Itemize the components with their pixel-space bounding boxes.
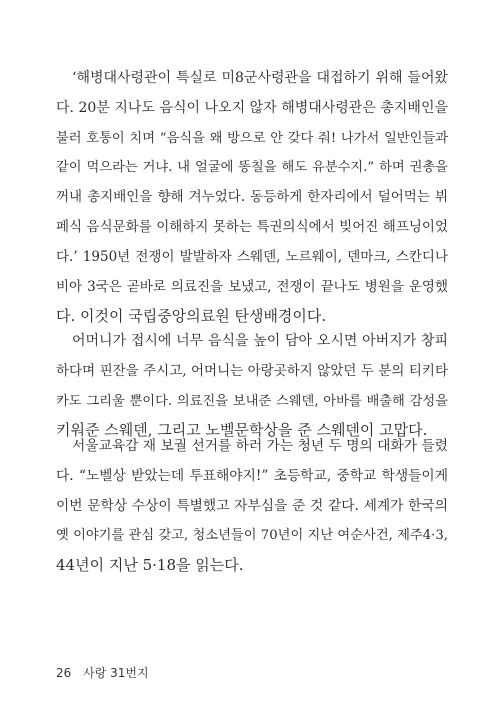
text-line: 같이 먹으라는 거냐. 내 얼굴에 똥칠을 해도 유분수지.” 하며 권총을 — [56, 160, 448, 176]
text-line: ‘해병대사령관이 특실로 미8군사령관을 대접하기 위해 들어왔 — [72, 70, 448, 86]
text-line: 다. 20분 지나도 음식이 나오지 않자 해병대사령관은 총지배인을 — [56, 99, 448, 116]
text-line: 꺼내 총지배인을 향해 겨누었다. 동등하게 한자리에서 덜어먹는 뷔 — [56, 189, 448, 206]
text-line: 키워준 스웨덴, 그리고 노벨문학상을 준 스웨덴이 고맙다. — [56, 421, 428, 440]
text-line: 카도 그리울 뿐이다. 의료진을 보내준 스웨덴, 아바를 배출해 감성을 — [56, 393, 448, 409]
text-line: 하다며 핀잔을 주시고, 어머니는 아랑곳하지 않았던 두 분의 티키타 — [56, 362, 448, 379]
text-line: 다.’ 1950년 전쟁이 발발하자 스웨덴, 노르웨이, 덴마크, 스칸디나 — [56, 248, 448, 265]
text-line: 다. 이것이 국립중앙의료원 탄생배경이다. — [56, 307, 327, 326]
text-line: 다. “노벨상 받았는데 투표해야지!” 초등학교, 중학교 학생들이게 — [56, 467, 448, 484]
text-line: 불러 호통이 치며 “음식을 왜 방으로 안 갖다 줘! 나가서 일반인들과 — [56, 130, 448, 146]
page-number: 26 — [56, 666, 72, 680]
text-line: 44년이 지난 5·18을 읽는다. — [56, 556, 244, 575]
text-line: 어머니가 접시에 너무 음식을 높이 담아 오시면 아버지가 창피 — [72, 333, 448, 349]
page-footer — [56, 664, 149, 681]
text-line: 비아 3국은 곧바로 의료진을 보냈고, 전쟁이 끝나도 병원을 운영했 — [56, 278, 448, 295]
paragraph-1 — [56, 64, 448, 332]
text-line: 이번 문학상 수상이 특별했고 자부심을 준 것 같다. 세계가 한국의 — [56, 497, 448, 514]
text-line: 옛 이야기를 관심 갖고, 청소년들이 70년이 지난 여순사건, 제주4·3, — [56, 528, 448, 544]
paragraph-2 — [56, 327, 448, 446]
text-line: 페식 음식문화를 이해하지 못하는 특권의식에서 빚어진 해프닝이었 — [56, 218, 448, 235]
paragraph-3 — [56, 432, 448, 581]
text-line: 서울교육감 재 보궐 선거를 하러 가는 청년 두 명의 대화가 들렸 — [72, 438, 448, 454]
section-title: 사랑 31번지 — [83, 666, 149, 680]
